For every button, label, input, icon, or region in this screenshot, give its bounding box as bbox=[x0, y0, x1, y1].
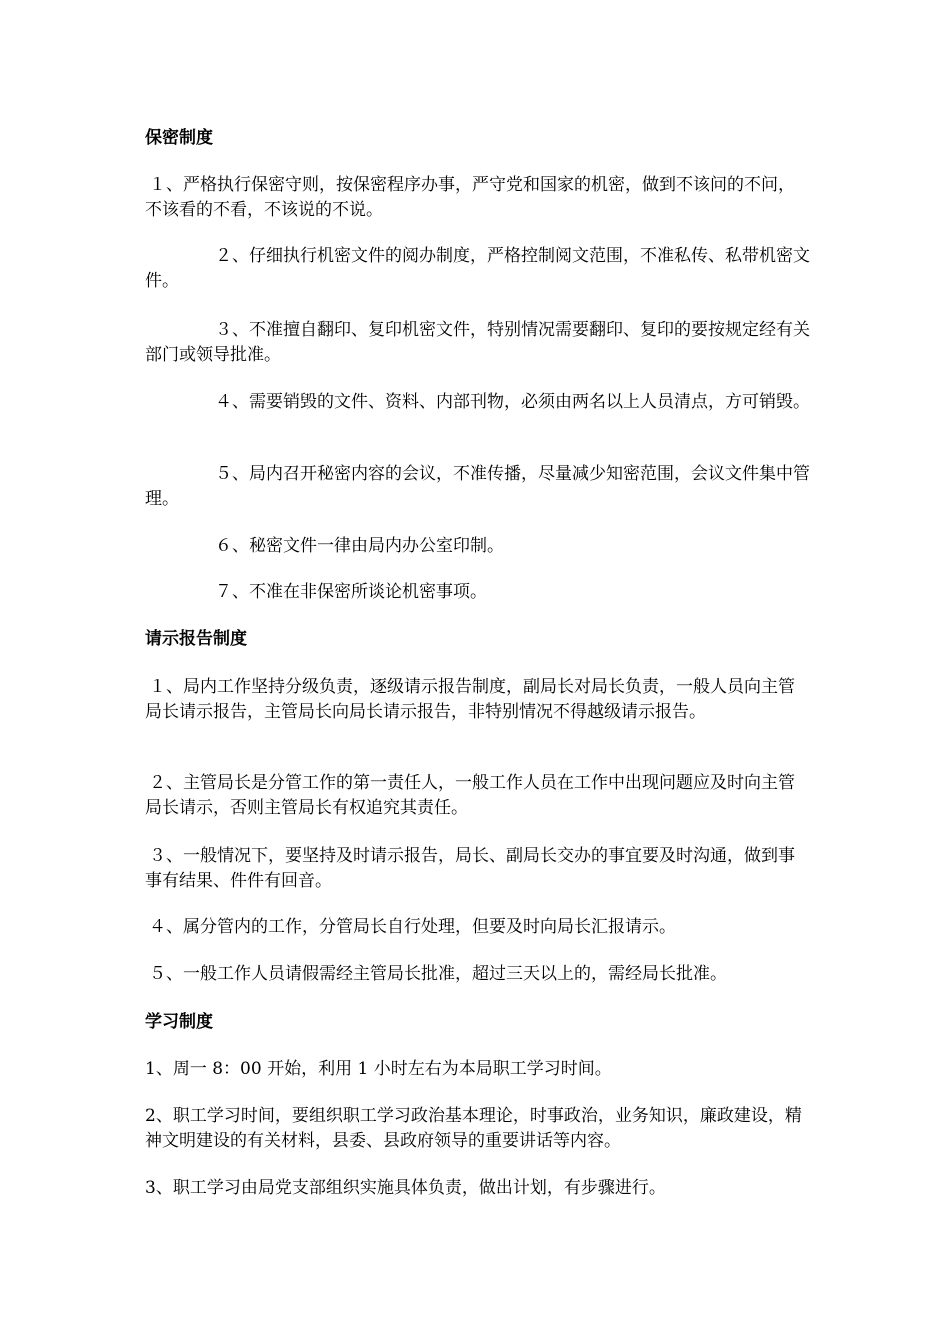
section-heading-reporting: 请示报告制度 bbox=[145, 629, 247, 649]
confidentiality-item-4: ４、需要销毁的文件、资料、内部刊物，必须由两名以上人员清点，方可销毁。 bbox=[215, 392, 810, 412]
study-item-3: 3、职工学习由局党支部组织实施具体负责，做出计划，有步骤进行。 bbox=[145, 1178, 666, 1198]
confidentiality-item-7: ７、不准在非保密所谈论机密事项。 bbox=[215, 582, 487, 602]
reporting-item-5: ５、一般工作人员请假需经主管局长批准，超过三天以上的，需经局长批准。 bbox=[149, 964, 727, 984]
confidentiality-item-1: １、严格执行保密守则，按保密程序办事，严守党和国家的机密，做到不该问的不问，不该看的不看，不该说的不说。 bbox=[145, 175, 795, 220]
confidentiality-item-3: ３、不准擅自翻印、复印机密文件，特别情况需要翻印、复印的要按规定经有关部门或领导批准。 bbox=[145, 320, 810, 365]
study-item-2: 2、职工学习时间，要组织职工学习政治基本理论，时事政治，业务知识，廉政建设，精神文明建设的有关材料，县委、县政府领导的重要讲话等内容。 bbox=[145, 1106, 802, 1151]
confidentiality-item-6: ６、秘密文件一律由局内办公室印制。 bbox=[215, 536, 504, 556]
reporting-item-3: ３、一般情况下，要坚持及时请示报告，局长、副局长交办的事宜要及时沟通，做到事事有结果、件件有回音。 bbox=[145, 846, 795, 891]
confidentiality-item-2: ２、仔细执行机密文件的阅办制度，严格控制阅文范围，不准私传、私带机密文件。 bbox=[145, 246, 810, 291]
reporting-item-4: ４、属分管内的工作，分管局长自行处理，但要及时向局长汇报请示。 bbox=[149, 917, 676, 937]
confidentiality-item-5: ５、局内召开秘密内容的会议，不准传播，尽量减少知密范围，会议文件集中管理。 bbox=[145, 464, 810, 509]
section-heading-confidentiality: 保密制度 bbox=[145, 128, 213, 148]
section-heading-study: 学习制度 bbox=[145, 1012, 213, 1032]
reporting-item-2: ２、主管局长是分管工作的第一责任人，一般工作人员在工作中出现问题应及时向主管局长请示，否则主管局长有权追究其责任。 bbox=[145, 773, 795, 818]
reporting-item-1: １、局内工作坚持分级负责，逐级请示报告制度，副局长对局长负责，一般人员向主管局长请示报告，主管局长向局长请示报告，非特别情况不得越级请示报告。 bbox=[145, 677, 795, 722]
study-item-1: 1、周一 8：00 开始，利用 1 小时左右为本局职工学习时间。 bbox=[145, 1059, 612, 1079]
